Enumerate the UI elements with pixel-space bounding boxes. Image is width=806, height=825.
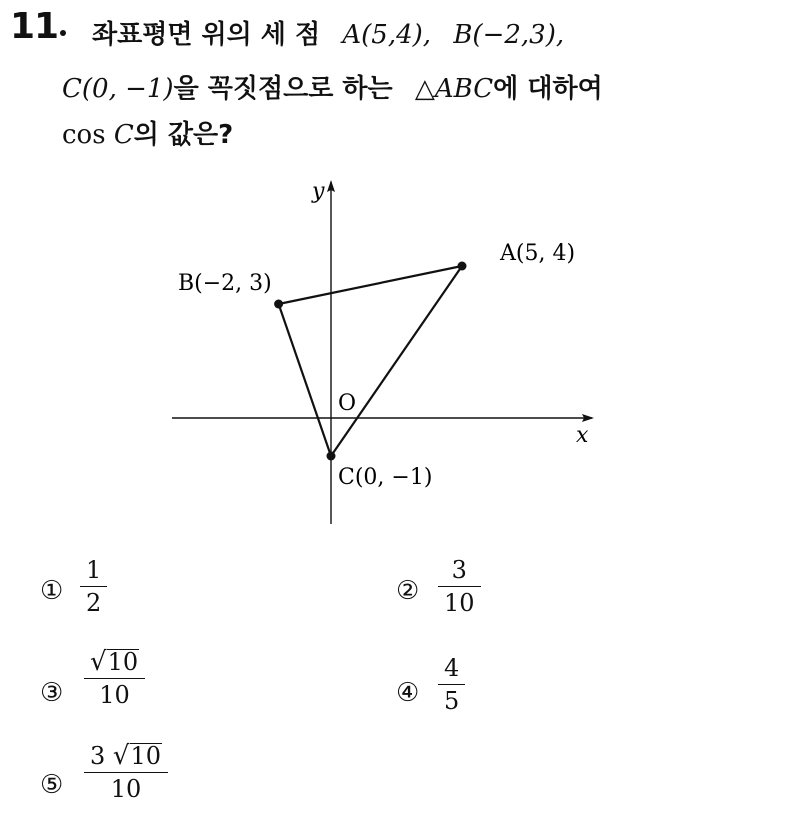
choice-5-numerator [84, 742, 168, 772]
choice-5-radicand: 10 [130, 741, 162, 770]
point-c-text: C(0, −1) [62, 74, 174, 104]
question-text-2: 을 꼭짓점으로 하는 [173, 74, 393, 104]
choice-5-coefficient: 3 [90, 742, 106, 770]
question-line-3 [62, 114, 233, 151]
sqrt-symbol: √ 10 [112, 741, 162, 771]
choice-5-fraction[interactable] [84, 742, 168, 803]
choice-1-fraction[interactable] [80, 556, 107, 617]
question-line-1 [92, 14, 564, 51]
label-point-a: A(5, 4) [500, 241, 576, 266]
triangle-abc [274, 262, 466, 461]
choice-1-denominator: 2 [86, 589, 102, 617]
coordinate-graph [0, 160, 806, 540]
choice-3-numerator [84, 648, 145, 678]
question-text-1: 좌표평면 위의 세 점 [92, 20, 321, 50]
point-b-text: B(−2,3), [453, 20, 565, 50]
choice-5-marker: ⑤ [40, 770, 64, 800]
question-number: 11 [10, 6, 59, 47]
question-text-3: 에 대하여 [493, 74, 603, 104]
point-a-text: A(5,4), [342, 20, 432, 50]
choice-4-marker: ④ [396, 678, 420, 708]
angle-c-text: C [113, 120, 134, 150]
sqrt-symbol: √ 10 [90, 647, 139, 677]
choice-1-marker: ① [40, 576, 64, 606]
choice-2-fraction[interactable] [438, 556, 481, 617]
choice-2-denominator: 10 [444, 589, 475, 617]
y-axis-label: y [312, 179, 325, 204]
choice-2-marker: ② [396, 576, 420, 606]
question-number-dot [60, 30, 66, 36]
point-a-dot [458, 262, 467, 271]
triangle-text: △ABC [414, 74, 494, 104]
question-line-2 [62, 68, 603, 105]
point-c-dot [327, 452, 336, 461]
choice-3-denominator: 10 [99, 681, 130, 709]
label-point-c: C(0, −1) [338, 465, 433, 490]
choice-4-numerator: 4 [444, 654, 460, 682]
question-text-4: 의 값은? [133, 120, 234, 150]
choice-1-numerator: 1 [86, 556, 102, 584]
label-point-b: B(−2, 3) [178, 271, 272, 296]
choice-3-marker: ③ [40, 678, 64, 708]
triangle-edges [279, 266, 462, 456]
choice-5-denominator: 10 [110, 775, 142, 803]
choice-3-fraction[interactable] [84, 648, 145, 709]
origin-label: O [338, 391, 357, 416]
cos-text: cos [62, 120, 106, 150]
choice-3-radicand: 10 [107, 647, 139, 676]
choice-4-denominator: 5 [444, 687, 460, 715]
point-b-dot [274, 300, 283, 309]
x-axis-label: x [576, 423, 589, 448]
choice-4-fraction[interactable] [438, 654, 465, 715]
choice-2-numerator: 3 [451, 556, 467, 584]
